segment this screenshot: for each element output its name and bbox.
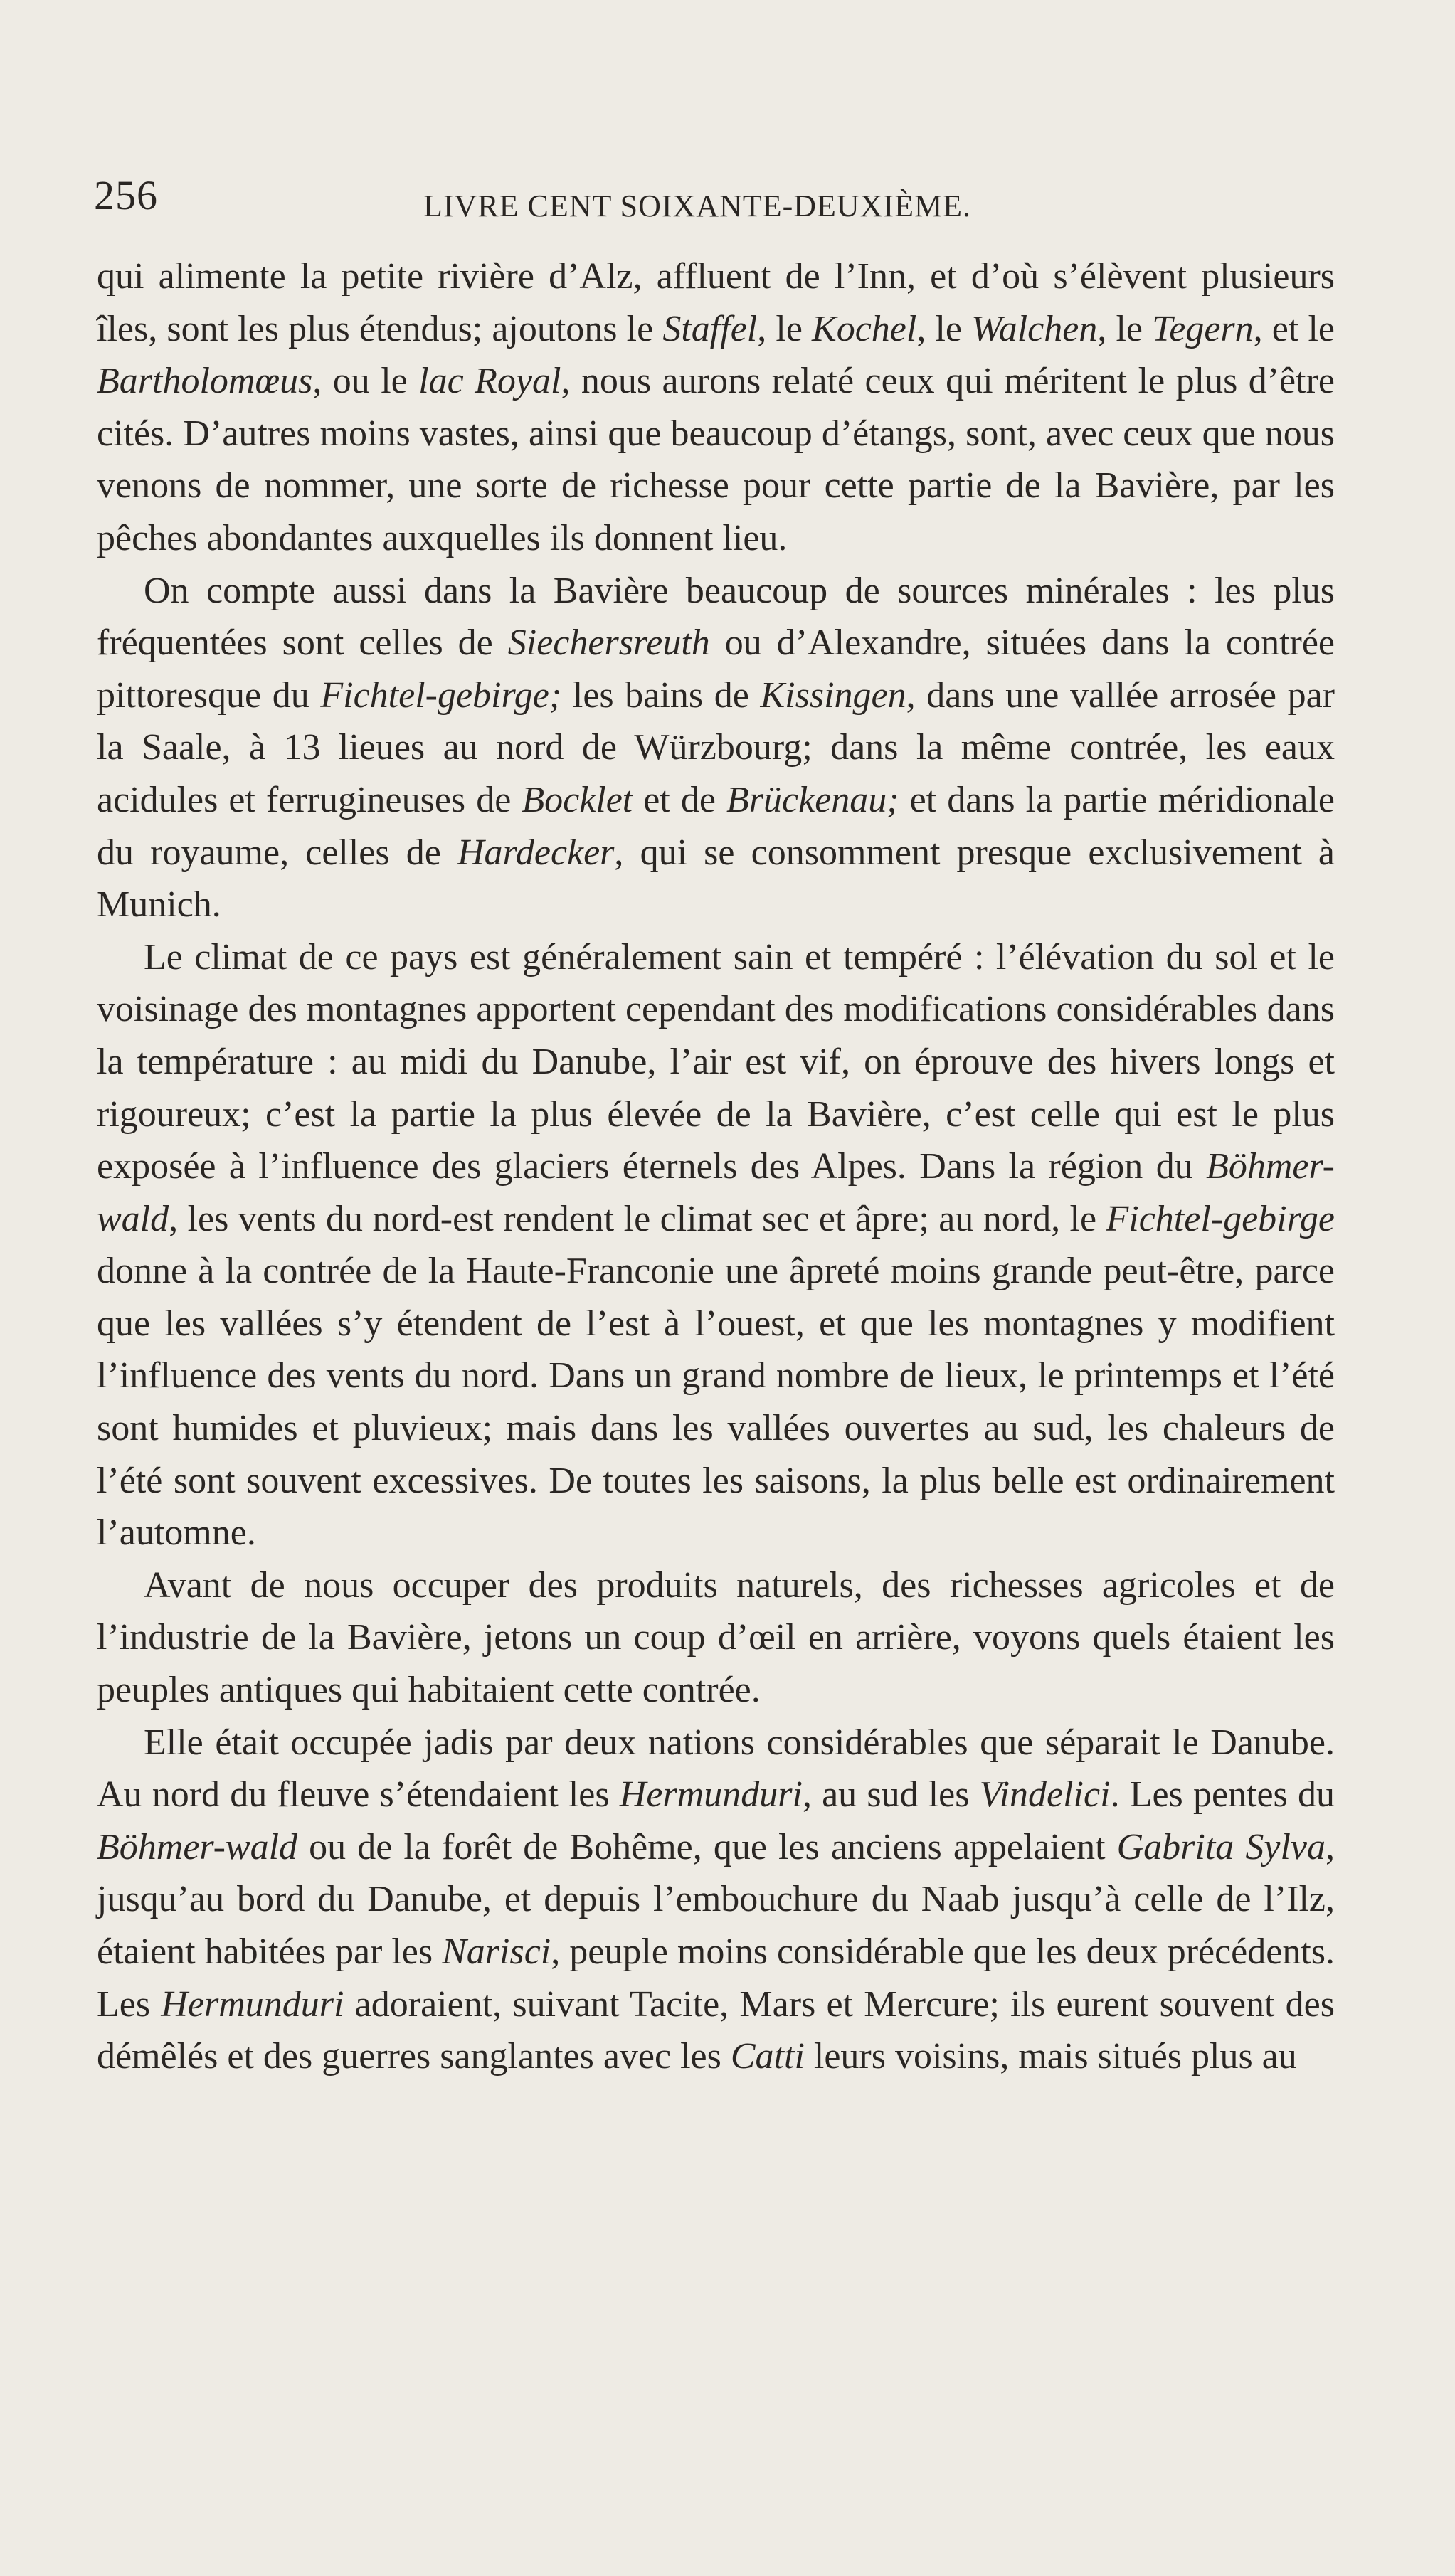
text-run: leurs voisins, mais situés plus au [804,2036,1297,2077]
italic-term: Böhmer-wald [97,1146,1335,1239]
italic-term: Tegern [1152,308,1254,349]
text-run: et dans la partie méridionale du royaume, celles de [97,779,1335,873]
paragraph-1 [97,250,1335,565]
text-run: , et le [1253,308,1335,349]
text-run: . Les pentes du [1110,1774,1335,1816]
text-run: , le [916,308,972,349]
text-run: , le [1097,308,1153,349]
italic-term: Gabrita Sylva [1116,1826,1326,1867]
text-run: donne à la contrée de la Haute-Franconie une âpreté moins grande peut-être, parce que les vallées s’y étendent de l’est à l’ouest, et que les montagnes y modifient l’influence des vents du nord. Dans un grand nombre de lieux, le printemps et l’été sont humides et pluvieux; mais dans les vallées ouvertes au sud, les chaleurs de l’été sont souvent excessives. De toutes les saisons, la plus belle est ordinairement l’automne. [97,1251,1335,1554]
text-run: , nous aurons relaté ceux qui méritent le plus d’être cités. D’autres moins vastes, ainsi que beaucoup d’étangs, sont, avec ceux que nous venons de nommer, une sorte de richesse pour cette partie de la Bavière, par les pêches abondantes auxquelles ils donnent lieu. [97,361,1335,558]
text-run: , qui se consomment presque exclusivement à Munich. [97,832,1335,926]
text-run: et de [633,779,727,820]
text-run: , les vents du nord-est rendent le climat sec et âpre; au nord, le [169,1198,1106,1239]
text-run: , le [757,308,813,349]
text-run: ou d’Alexandre, situées dans la contrée pittoresque du [97,622,1335,716]
italic-term: Walchen [971,308,1098,349]
italic-term: Böhmer-wald [97,1826,298,1867]
italic-term: lac Royal [418,361,561,402]
paragraph-5 [97,1717,1335,2083]
italic-term: Bartholomœus [97,361,313,402]
text-run: , peuple moins considérable que les deux précédents. Les [97,1931,1335,2025]
italic-term: Hardecker [457,832,615,873]
text-run: les bains de [561,674,761,716]
text-run: , jusqu’au bord du Danube, et depuis l’embouchure du Naab jusqu’à celle de l’Ilz, étaient habitées par les [97,1826,1335,1972]
text-run: qui alimente la petite rivière d’Alz, affluent de l’Inn, et d’où s’élèvent plusieurs îles, sont les plus étendus; ajoutons le [97,256,1335,349]
italic-term: Bocklet [522,779,633,820]
italic-term: Staffel [662,308,758,349]
text-run: Avant de nous occuper des produits naturels, des richesses agricoles et de l’industrie de la Bavière, jetons un coup d’œil en arrière, voyons quels étaient les peuples antiques qui habitaient cette contrée. [97,1564,1335,1711]
italic-term: Brückenau; [726,779,899,820]
text-run: , ou le [312,361,419,402]
text-run: , dans une vallée arrosée par la Saale, à 13 lieues au nord de Würzbourg; dans la même contrée, les eaux acidules et ferrugineuses de [97,674,1335,820]
italic-term: Hermunduri [161,1983,344,2025]
text-run: On compte aussi dans la Bavière beaucoup de sources minérales : les plus fréquentées sont celles de [97,570,1335,664]
italic-term: Fichtel-gebirge [1106,1198,1335,1239]
page-number: 256 [94,172,158,218]
italic-term: Vindelici [979,1774,1111,1816]
paragraph-4 [97,1559,1335,1717]
text-run: Le climat de ce pays est généralement sain et tempéré : l’élévation du sol et le voisinage des montagnes apportent cependant des modifications considérables dans la température : au midi du Danube, l’air est vif, on éprouve des hivers longs et rigoureux; c’est la partie la plus élevée de la Bavière, c’est celle qui est le plus exposée à l’influence des glaciers éternels des Alpes. Dans la région du [97,936,1335,1187]
page-header [0,171,1455,235]
paragraph-2 [97,565,1335,931]
body-text [97,250,1335,2083]
running-title: LIVRE CENT SOIXANTE-DEUXIÈME. [423,189,971,223]
text-run: adoraient, suivant Tacite, Mars et Mercure; ils eurent souvent des démêlés et des guerres sanglantes avec les [97,1983,1335,2077]
italic-term: Kochel [812,308,917,349]
text-run: ou de la forêt de Bohême, que les anciens appelaient [297,1826,1117,1867]
text-run: Elle était occupée jadis par deux nations considérables que séparait le Danube. Au nord du fleuve s’étendaient les [97,1722,1335,1816]
italic-term: Siechersreuth [507,622,710,664]
text-run: , au sud les [802,1774,980,1816]
italic-term: Kissingen [760,674,906,716]
italic-term: Narisci [442,1931,551,1972]
italic-term: Hermunduri [619,1774,803,1816]
paragraph-3 [97,931,1335,1559]
italic-term: Catti [730,2036,805,2077]
italic-term: Fichtel-gebirge; [320,674,562,716]
